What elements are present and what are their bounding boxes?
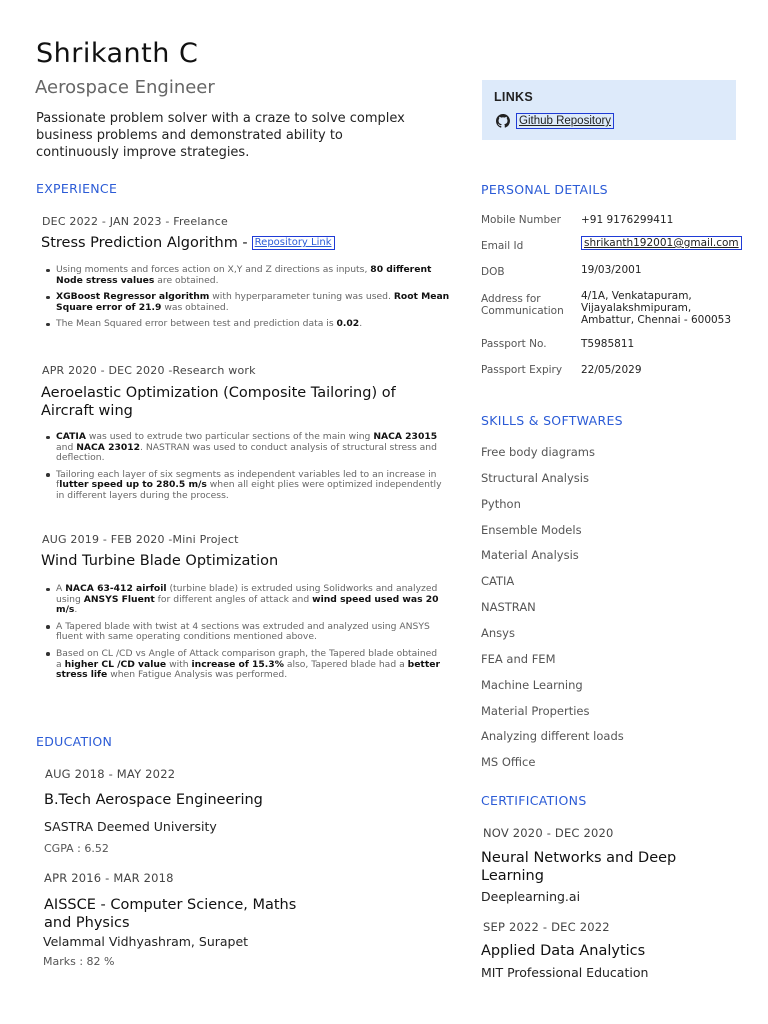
certification-issuer: Deeplearning.ai: [481, 889, 581, 904]
skill-item: Ansys: [481, 626, 515, 640]
github-repository-link[interactable]: Github Repository: [516, 113, 614, 129]
list-item: A NACA 63-412 airfoil (turbine blade) is extruded using Solidworks and analyzed using ANSYS Fluent for different angles of attack and wind speed used was 20 m/s.: [42, 584, 442, 616]
education-degree: B.Tech Aerospace Engineering: [44, 792, 263, 808]
email-value[interactable]: [581, 237, 742, 249]
repository-link[interactable]: Repository Link: [252, 236, 335, 250]
certification-issuer: MIT Professional Education: [481, 965, 649, 980]
dob-label: DOB: [481, 266, 505, 278]
list-item: The Mean Squared error between test and prediction data is 0.02.: [42, 319, 452, 330]
experience-bullets: [42, 584, 442, 687]
passport-no-value: T5985811: [581, 338, 635, 350]
list-item: A Tapered blade with twist at 4 sections was extruded and analyzed using ANSYS fluent with same operating conditions mentioned above.: [42, 622, 442, 643]
experience-date: AUG 2019 - FEB 2020 -Mini Project: [42, 533, 239, 546]
skills-heading: SKILLS & SOFTWARES: [481, 413, 623, 428]
certification-title: Neural Networks and Deep Learning: [481, 850, 677, 884]
list-item: Tailoring each layer of six segments as independent variables led to an increase in flutter speed up to 280.5 m/s when all eight plies were optimized independently in different layers during the process.: [42, 470, 442, 502]
list-item: Using moments and forces action on X,Y and Z directions as inputs, 80 different Node stress values are obtained.: [42, 265, 452, 286]
experience-bullets: [42, 432, 442, 508]
list-item: XGBoost Regressor algorithm with hyperparameter tuning was used. Root Mean Square error of 21.9 was obtained.: [42, 292, 452, 313]
experience-title: Aeroelastic Optimization (Composite Tailoring) of Aircraft wing: [41, 385, 396, 419]
mobile-value: +91 9176299411: [581, 214, 674, 226]
experience-title-text: Stress Prediction Algorithm -: [41, 235, 248, 251]
list-item: Based on CL /CD vs Angle of Attack comparison graph, the Tapered blade obtained a higher CL /CD value with increase of 15.3% also, Tapered blade had a better stress life when Fatigue Analysis was performed.: [42, 649, 442, 681]
mobile-label: Mobile Number: [481, 214, 561, 226]
passport-no-label: Passport No.: [481, 338, 547, 350]
email-link[interactable]: shrikanth192001@gmail.com: [581, 236, 742, 250]
skill-item: Material Properties: [481, 704, 590, 718]
certification-date: NOV 2020 - DEC 2020: [483, 826, 614, 840]
list-item: CATIA was used to extrude two particular sections of the main wing NACA 23015 and NACA 23012. NASTRAN was used to conduct analysis of structural stress and deflection.: [42, 432, 442, 464]
address-label: Address for Communication: [481, 293, 564, 317]
skill-item: Python: [481, 497, 521, 511]
education-score: Marks : 82 %: [43, 955, 115, 968]
experience-title: [41, 235, 335, 251]
experience-date: DEC 2022 - JAN 2023 - Freelance: [42, 215, 228, 228]
skill-item: CATIA: [481, 574, 515, 588]
education-score: CGPA : 6.52: [44, 842, 109, 855]
dob-value: 19/03/2001: [581, 264, 642, 276]
experience-bullets: [42, 265, 452, 336]
passport-expiry-label: Passport Expiry: [481, 364, 563, 376]
skill-item: Ensemble Models: [481, 523, 582, 537]
links-title: LINKS: [494, 90, 533, 104]
education-institution: SASTRA Deemed University: [44, 819, 217, 834]
skill-item: Structural Analysis: [481, 471, 589, 485]
experience-date: APR 2020 - DEC 2020 -Research work: [42, 364, 256, 377]
education-date: AUG 2018 - MAY 2022: [45, 767, 176, 781]
certification-date: SEP 2022 - DEC 2022: [483, 920, 610, 934]
skill-item: Material Analysis: [481, 548, 579, 562]
education-date: APR 2016 - MAR 2018: [44, 871, 174, 885]
skill-item: NASTRAN: [481, 600, 536, 614]
education-degree: AISSCE - Computer Science, Maths and Physics: [44, 897, 297, 931]
candidate-name: Shrikanth C: [36, 38, 199, 69]
experience-title: Wind Turbine Blade Optimization: [41, 553, 279, 569]
passport-expiry-value: 22/05/2029: [581, 364, 642, 376]
skill-item: FEA and FEM: [481, 652, 556, 666]
github-icon: [496, 114, 510, 128]
links-panel: [482, 80, 736, 140]
education-heading: EDUCATION: [36, 734, 113, 749]
skill-item: Free body diagrams: [481, 445, 595, 459]
certification-title: Applied Data Analytics: [481, 943, 646, 959]
address-value: 4/1A, Venkatapuram, Vijayalakshmipuram, Ambattur, Chennai - 600053: [581, 290, 732, 326]
education-institution: Velammal Vidhyashram, Surapet: [43, 934, 249, 949]
certifications-heading: CERTIFICATIONS: [481, 793, 587, 808]
personal-details-heading: PERSONAL DETAILS: [481, 182, 608, 197]
candidate-role: Aerospace Engineer: [35, 77, 215, 98]
email-label: Email Id: [481, 240, 524, 252]
summary-text: Passionate problem solver with a craze to solve complex business problems and demonstrated ability to continuously improve strategies.: [36, 111, 405, 160]
skill-item: Machine Learning: [481, 678, 583, 692]
skill-item: MS Office: [481, 755, 536, 769]
experience-heading: EXPERIENCE: [36, 181, 118, 196]
skill-item: Analyzing different loads: [481, 729, 624, 743]
